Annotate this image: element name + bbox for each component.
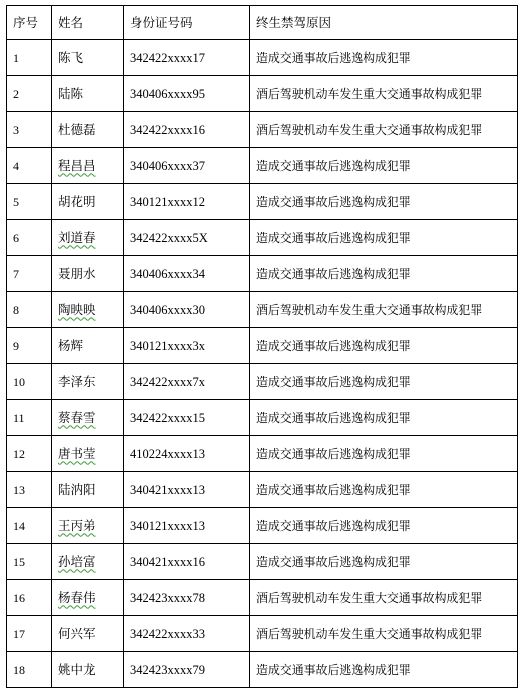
cell-name bbox=[52, 40, 124, 76]
cell-id: 340406xxxx37 bbox=[124, 148, 250, 184]
cell-reason: 酒后驾驶机动车发生重大交通事故构成犯罪 bbox=[250, 112, 518, 148]
cell-no: 5 bbox=[7, 184, 52, 220]
cell-name bbox=[52, 292, 124, 328]
header-reason: 终生禁驾原因 bbox=[250, 6, 518, 40]
cell-name bbox=[52, 544, 124, 580]
cell-id: 340406xxxx34 bbox=[124, 256, 250, 292]
table-row bbox=[7, 292, 518, 328]
table-row bbox=[7, 40, 518, 76]
cell-name bbox=[52, 256, 124, 292]
cell-reason: 造成交通事故后逃逸构成犯罪 bbox=[250, 148, 518, 184]
cell-no: 16 bbox=[7, 580, 52, 616]
person-name: 孙培富 bbox=[58, 553, 96, 569]
cell-no: 2 bbox=[7, 76, 52, 112]
cell-reason: 造成交通事故后逃逸构成犯罪 bbox=[250, 544, 518, 580]
person-name: 蔡春雪 bbox=[58, 409, 96, 425]
header-name: 姓名 bbox=[52, 6, 124, 40]
table-row bbox=[7, 544, 518, 580]
table-row bbox=[7, 76, 518, 112]
cell-name bbox=[52, 436, 124, 472]
person-name: 陆汭阳 bbox=[58, 481, 96, 497]
header-no: 序号 bbox=[7, 6, 52, 40]
person-name: 何兴军 bbox=[58, 625, 96, 641]
cell-name bbox=[52, 580, 124, 616]
cell-no: 4 bbox=[7, 148, 52, 184]
table-row bbox=[7, 436, 518, 472]
cell-no: 13 bbox=[7, 472, 52, 508]
person-name: 陆陈 bbox=[58, 85, 84, 101]
cell-id: 340421xxxx16 bbox=[124, 544, 250, 580]
cell-reason: 造成交通事故后逃逸构成犯罪 bbox=[250, 40, 518, 76]
cell-no: 1 bbox=[7, 40, 52, 76]
cell-id: 340121xxxx3x bbox=[124, 328, 250, 364]
table-row bbox=[7, 400, 518, 436]
cell-name bbox=[52, 112, 124, 148]
table-row bbox=[7, 580, 518, 616]
cell-no: 8 bbox=[7, 292, 52, 328]
person-name: 聂朋水 bbox=[58, 265, 96, 281]
table-row bbox=[7, 328, 518, 364]
cell-reason: 造成交通事故后逃逸构成犯罪 bbox=[250, 652, 518, 688]
cell-no: 17 bbox=[7, 616, 52, 652]
cell-name bbox=[52, 220, 124, 256]
cell-name bbox=[52, 652, 124, 688]
person-name: 李泽东 bbox=[58, 373, 96, 389]
cell-reason: 酒后驾驶机动车发生重大交通事故构成犯罪 bbox=[250, 616, 518, 652]
table-row bbox=[7, 508, 518, 544]
cell-reason: 造成交通事故后逃逸构成犯罪 bbox=[250, 364, 518, 400]
cell-name bbox=[52, 364, 124, 400]
cell-id: 340421xxxx13 bbox=[124, 472, 250, 508]
cell-id: 342422xxxx17 bbox=[124, 40, 250, 76]
cell-reason: 造成交通事故后逃逸构成犯罪 bbox=[250, 508, 518, 544]
cell-id: 342422xxxx33 bbox=[124, 616, 250, 652]
cell-reason: 酒后驾驶机动车发生重大交通事故构成犯罪 bbox=[250, 76, 518, 112]
cell-id: 340121xxxx12 bbox=[124, 184, 250, 220]
cell-id: 340121xxxx13 bbox=[124, 508, 250, 544]
table-row bbox=[7, 184, 518, 220]
person-name: 杨春伟 bbox=[58, 589, 96, 605]
table-row bbox=[7, 652, 518, 688]
person-name: 陶映映 bbox=[58, 301, 96, 317]
cell-no: 11 bbox=[7, 400, 52, 436]
cell-reason: 酒后驾驶机动车发生重大交通事故构成犯罪 bbox=[250, 292, 518, 328]
cell-id: 340406xxxx95 bbox=[124, 76, 250, 112]
person-name: 杨辉 bbox=[58, 337, 84, 353]
person-name: 杜德磊 bbox=[58, 121, 96, 137]
table-body bbox=[7, 6, 518, 688]
person-name: 陈飞 bbox=[58, 49, 84, 65]
person-name: 程昌昌 bbox=[58, 157, 96, 173]
cell-id: 342423xxxx78 bbox=[124, 580, 250, 616]
cell-no: 9 bbox=[7, 328, 52, 364]
table-header-row bbox=[7, 6, 518, 40]
cell-reason: 造成交通事故后逃逸构成犯罪 bbox=[250, 220, 518, 256]
person-name: 姚中龙 bbox=[58, 661, 96, 677]
cell-name bbox=[52, 76, 124, 112]
driving-ban-table bbox=[6, 5, 518, 688]
cell-no: 7 bbox=[7, 256, 52, 292]
cell-no: 18 bbox=[7, 652, 52, 688]
cell-no: 10 bbox=[7, 364, 52, 400]
table-row bbox=[7, 472, 518, 508]
cell-name bbox=[52, 508, 124, 544]
cell-id: 342422xxxx16 bbox=[124, 112, 250, 148]
cell-name bbox=[52, 148, 124, 184]
cell-reason: 酒后驾驶机动车发生重大交通事故构成犯罪 bbox=[250, 580, 518, 616]
cell-no: 12 bbox=[7, 436, 52, 472]
table-row bbox=[7, 148, 518, 184]
cell-id: 342422xxxx5X bbox=[124, 220, 250, 256]
cell-reason: 造成交通事故后逃逸构成犯罪 bbox=[250, 184, 518, 220]
cell-id: 342422xxxx15 bbox=[124, 400, 250, 436]
cell-reason: 造成交通事故后逃逸构成犯罪 bbox=[250, 328, 518, 364]
cell-no: 6 bbox=[7, 220, 52, 256]
table-row bbox=[7, 220, 518, 256]
cell-reason: 造成交通事故后逃逸构成犯罪 bbox=[250, 472, 518, 508]
cell-reason: 造成交通事故后逃逸构成犯罪 bbox=[250, 436, 518, 472]
person-name: 唐书莹 bbox=[58, 445, 96, 461]
cell-name bbox=[52, 400, 124, 436]
table-row bbox=[7, 256, 518, 292]
table-row bbox=[7, 112, 518, 148]
cell-id: 342422xxxx7x bbox=[124, 364, 250, 400]
cell-name bbox=[52, 616, 124, 652]
cell-id: 410224xxxx13 bbox=[124, 436, 250, 472]
cell-name bbox=[52, 328, 124, 364]
cell-no: 15 bbox=[7, 544, 52, 580]
person-name: 王丙弟 bbox=[58, 517, 96, 533]
person-name: 刘道春 bbox=[58, 229, 96, 245]
table-row bbox=[7, 616, 518, 652]
table-row bbox=[7, 364, 518, 400]
header-id: 身份证号码 bbox=[124, 6, 250, 40]
person-name: 胡花明 bbox=[58, 193, 96, 209]
document-page bbox=[6, 5, 518, 688]
cell-name bbox=[52, 184, 124, 220]
cell-name bbox=[52, 472, 124, 508]
cell-no: 3 bbox=[7, 112, 52, 148]
cell-id: 340406xxxx30 bbox=[124, 292, 250, 328]
cell-reason: 造成交通事故后逃逸构成犯罪 bbox=[250, 256, 518, 292]
cell-no: 14 bbox=[7, 508, 52, 544]
cell-id: 342423xxxx79 bbox=[124, 652, 250, 688]
cell-reason: 造成交通事故后逃逸构成犯罪 bbox=[250, 400, 518, 436]
